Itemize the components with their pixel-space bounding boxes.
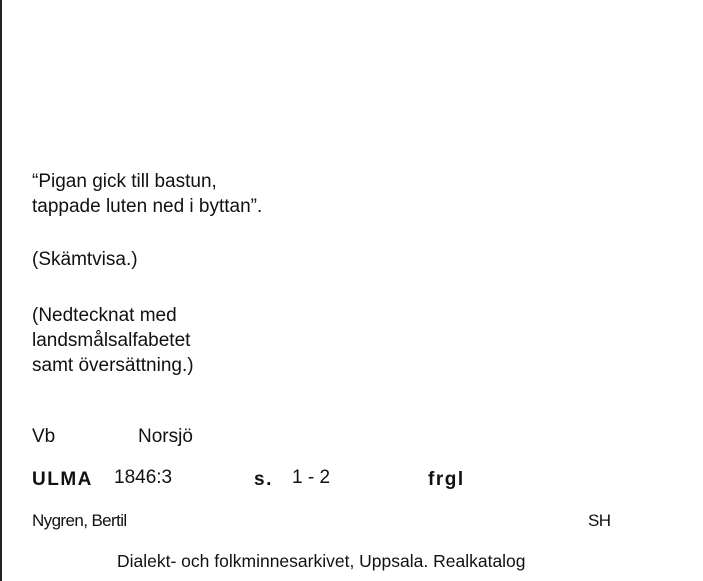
archive-number: 1846:3 [114,467,173,488]
pages-label: s. [254,469,273,490]
archive-footer: Dialekt- och folkminnesarkivet, Uppsala. Realkatalog [117,551,526,571]
note-line-1: (Nedtecknat med [32,305,177,326]
card-left-edge [0,0,2,581]
category-code: frgl [428,469,465,490]
genre-label: (Skämtvisa.) [32,249,138,270]
collector-name: Nygren, Bertil [32,511,127,530]
song-title-line-2: tappade luten ned i byttan”. [32,196,263,217]
song-title-line-1: “Pigan gick till bastun, [32,171,217,192]
initials: SH [588,511,611,530]
pages-range: 1 - 2 [292,467,331,488]
province-code: Vb [32,426,56,447]
archive-code: ULMA [32,469,93,490]
parish-name: Norsjö [138,426,193,447]
note-line-2: landsmålsalfabetet [32,330,191,351]
note-line-3: samt översättning.) [32,355,194,376]
